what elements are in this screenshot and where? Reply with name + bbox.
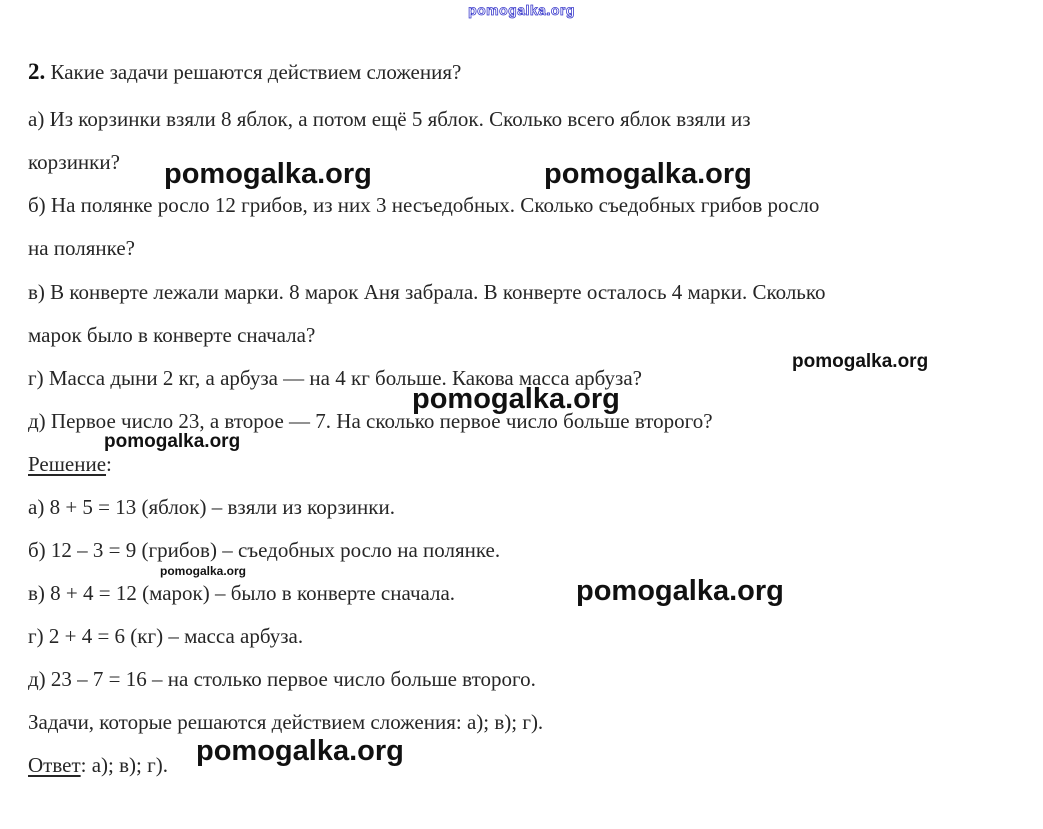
watermark: pomogalka.org (104, 431, 241, 452)
solution-step: в) 8 + 4 = 12 (марок) – было в конверте сначала. (28, 581, 456, 605)
problem-line: на полянке? (28, 236, 135, 260)
watermark: pomogalka.org (792, 351, 929, 372)
solution-step: г) 2 + 4 = 6 (кг) – масса арбуза. (28, 624, 304, 648)
solution-heading-colon: : (106, 452, 112, 476)
problem-line: д) Первое число 23, а второе — 7. На сколько первое число больше второго? (28, 409, 713, 433)
answer-value: : а); в); г). (80, 753, 168, 777)
task-heading (28, 60, 461, 84)
watermark: pomogalka.org (164, 158, 372, 190)
header-watermark: pomogalka.org (468, 2, 575, 18)
problem-line: марок было в конверте сначала? (28, 323, 316, 347)
problem-line: г) Масса дыни 2 кг, а арбуза — на 4 кг больше. Какова масса арбуза? (28, 366, 642, 390)
answer-label: Ответ (28, 753, 81, 777)
solution-step: д) 23 – 7 = 16 – на столько первое число больше второго. (28, 667, 536, 691)
solution-heading (28, 452, 112, 476)
watermark: pomogalka.org (196, 735, 404, 767)
solution-step: б) 12 – 3 = 9 (грибов) – съедобных росло на полянке. (28, 538, 501, 562)
problem-line: б) На полянке росло 12 грибов, из них 3 несъедобных. Сколько съедобных грибов росло (28, 193, 820, 217)
answer-line (28, 753, 168, 777)
task-question: Какие задачи решаются действием сложения? (45, 60, 462, 84)
problem-line: корзинки? (28, 150, 120, 174)
solution-conclusion: Задачи, которые решаются действием сложения: а); в); г). (28, 710, 544, 734)
task-number: 2. (28, 59, 46, 84)
watermark: pomogalka.org (576, 575, 784, 607)
watermark: pomogalka.org (412, 383, 620, 415)
problem-line: а) Из корзинки взяли 8 яблок, а потом ещё 5 яблок. Сколько всего яблок взяли из (28, 107, 751, 131)
watermark: pomogalka.org (160, 564, 247, 578)
problem-line: в) В конверте лежали марки. 8 марок Аня забрала. В конверте осталось 4 марки. Сколько (28, 280, 826, 304)
solution-step: а) 8 + 5 = 13 (яблок) – взяли из корзинки. (28, 495, 395, 519)
watermark: pomogalka.org (544, 158, 752, 190)
solution-heading-label: Решение (28, 452, 107, 476)
